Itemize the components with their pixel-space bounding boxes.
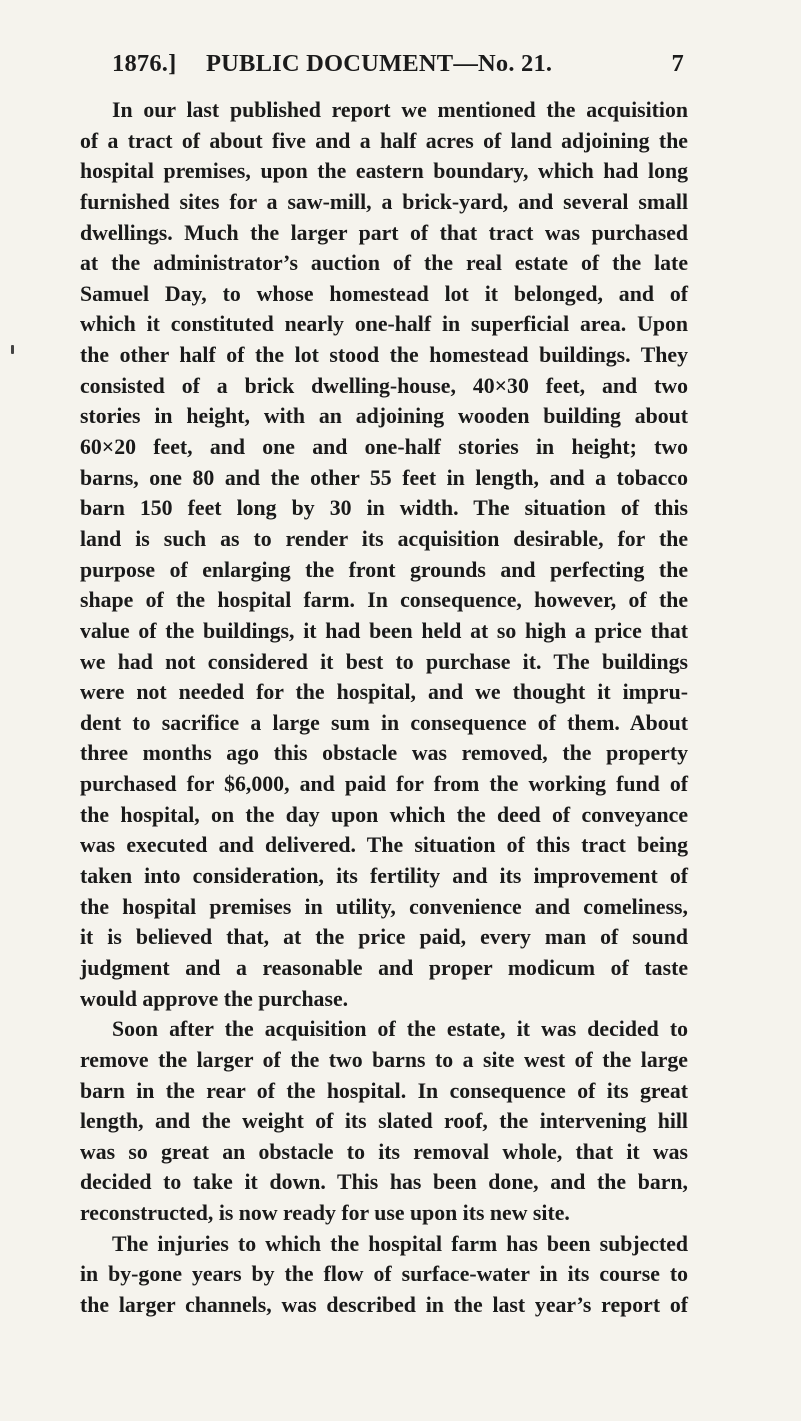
text-line: taken into consideration, its fertility and its improvement of (80, 864, 688, 889)
text-line: Samuel Day, to whose homestead lot it belonged, and of (80, 281, 688, 306)
text-line: at the administrator’s auction of the real estate of the late (80, 251, 688, 276)
text-line: dwellings. Much the larger part of that tract was purchased (80, 220, 688, 245)
text-line: purpose of enlarging the front grounds and perfecting the (80, 557, 688, 582)
text-line: was so great an obstacle to its removal whole, that it was (80, 1139, 688, 1164)
text-line: three months ago this obstacle was removed, the property (80, 741, 688, 766)
running-header (112, 50, 684, 84)
page-number: 7 (671, 50, 684, 77)
text-line: 60×20 feet, and one and one-half stories in height; two (80, 435, 688, 460)
text-line: shape of the hospital farm. In consequence, however, of the (80, 588, 688, 613)
text-line: the other half of the lot stood the homestead buildings. They (80, 343, 688, 368)
text-line: The injuries to which the hospital farm has been subjected (112, 1231, 688, 1256)
header-year: 1876.] (112, 50, 177, 77)
text-line: Soon after the acquisition of the estate, it was decided to (112, 1017, 688, 1042)
text-line: it is believed that, at the price paid, every man of sound (80, 925, 688, 950)
text-line: was executed and delivered. The situation of this tract being (80, 833, 688, 858)
text-line: the hospital premises in utility, convenience and comeliness, (80, 894, 688, 919)
text-line: the hospital, on the day upon which the deed of conveyance (80, 802, 688, 827)
text-line: which it constituted nearly one-half in superficial area. Upon (80, 312, 688, 337)
text-line: reconstructed, is now ready for use upon its new site. (80, 1201, 570, 1226)
paragraph (80, 1229, 688, 1321)
text-line: value of the buildings, it had been held at so high a price that (80, 618, 688, 643)
text-line: remove the larger of the two barns to a site west of the large (80, 1047, 688, 1072)
text-line: in by-gone years by the flow of surface-water in its course to (80, 1262, 688, 1287)
paragraph (80, 1014, 688, 1228)
text-line: decided to take it down. This has been done, and the barn, (80, 1170, 688, 1195)
text-line: land is such as to render its acquisition desirable, for the (80, 526, 688, 551)
text-line: judgment and a reasonable and proper modicum of taste (80, 955, 688, 980)
text-line: the larger channels, was described in the last year’s report of (80, 1292, 688, 1317)
text-line: barns, one 80 and the other 55 feet in length, and a tobacco (80, 465, 688, 490)
text-line: consisted of a brick dwelling-house, 40×30 feet, and two (80, 373, 688, 398)
header-title: PUBLIC DOCUMENT—No. 21. (206, 50, 553, 77)
text-line: dent to sacrifice a large sum in consequence of them. About (80, 710, 688, 735)
body-text (80, 95, 688, 1321)
text-line: stories in height, with an adjoining wooden building about (80, 404, 688, 429)
text-line: furnished sites for a saw-mill, a brick-yard, and several small (80, 189, 688, 214)
paragraph (80, 95, 688, 1014)
margin-mark (11, 345, 14, 354)
text-line: length, and the weight of its slated roof, the intervening hill (80, 1109, 688, 1134)
text-line: of a tract of about five and a half acres of land adjoining the (80, 128, 688, 153)
text-line: purchased for $6,000, and paid for from the working fund of (80, 772, 688, 797)
text-line: barn in the rear of the hospital. In consequence of its great (80, 1078, 688, 1103)
text-line: barn 150 feet long by 30 in width. The situation of this (80, 496, 688, 521)
text-line: would approve the purchase. (80, 986, 349, 1011)
text-line: In our last published report we mentioned the acquisition (112, 98, 688, 122)
text-line: were not needed for the hospital, and we thought it impru- (80, 680, 688, 705)
text-line: we had not considered it best to purchase it. The buildings (80, 649, 688, 674)
text-line: hospital premises, upon the eastern boundary, which had long (80, 159, 688, 184)
